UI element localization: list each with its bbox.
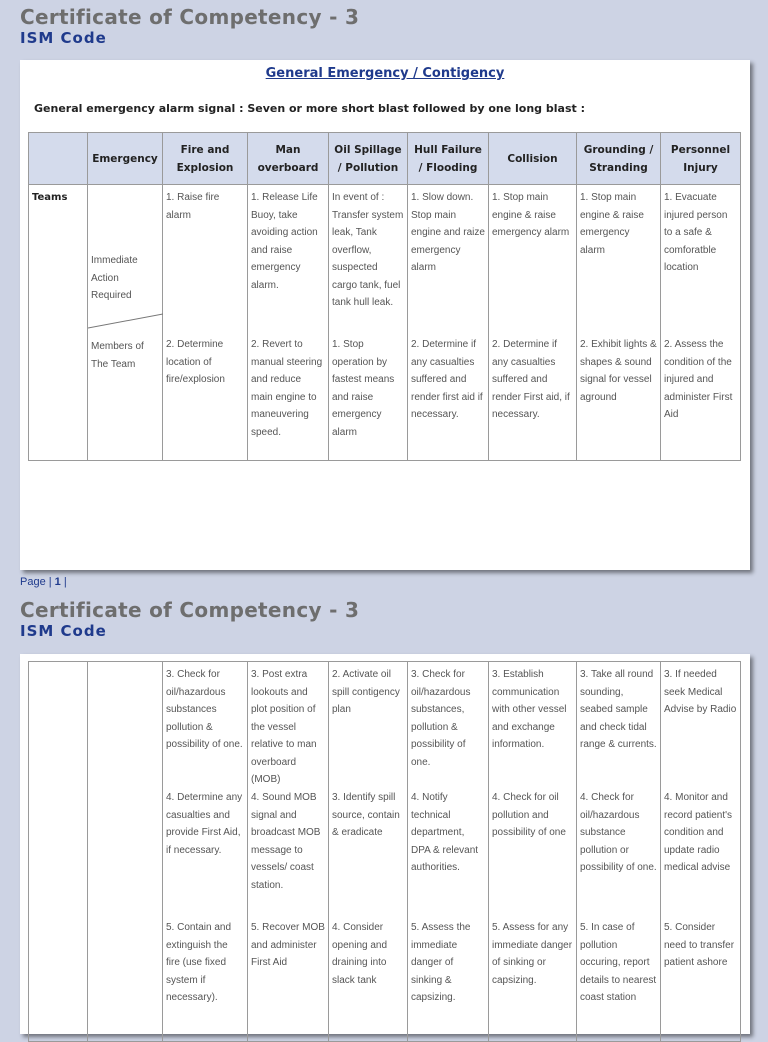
list-item: 4. Check for oil/hazardous substance pollution or possibility of one.	[580, 792, 657, 873]
header-emergency: Emergency	[88, 133, 163, 185]
list-item: 1. Stop operation by fastest means and raise emergency alarm	[332, 339, 395, 438]
list-item: 3. Take all round sounding, seabed sample and check tidal range & currents.	[580, 669, 657, 750]
document-subtitle: ISM Code	[20, 29, 107, 47]
diagonal-divider	[88, 185, 163, 461]
list-item: 4. Monitor and record patient's condition and update radio medical advise	[664, 792, 733, 873]
list-item: 5. Contain and extinguish the fire (use fixed system if necessary).	[166, 922, 232, 1003]
teams-cell-continued	[29, 662, 88, 1042]
injury-steps-1	[661, 185, 741, 461]
grounding-steps-2	[577, 662, 661, 1042]
table-row	[29, 185, 741, 461]
immediate-action-label: Immediate Action Required	[91, 255, 138, 301]
injury-steps-2	[661, 662, 741, 1042]
list-item: 1. Stop main engine & raise emergency alarm	[580, 192, 644, 256]
document-title-page-2: Certificate of Competency - 3	[20, 598, 360, 622]
list-item: 3. Post extra lookouts and plot position of the vessel relative to man overboard (MOB)	[251, 669, 317, 785]
page-number: 1	[54, 576, 61, 588]
fire-steps-2	[163, 662, 248, 1042]
section-title: General Emergency / Contigency	[265, 66, 505, 81]
hull-steps-2	[408, 662, 489, 1042]
list-item: 1. Release Life Buoy, take avoiding action and raise emergency alarm.	[251, 192, 318, 291]
list-item: 4. Determine any casualties and provide First Aid, if necessary.	[166, 792, 243, 856]
header-man-overboard: Man overboard	[248, 133, 329, 185]
members-of-team-label: Members of The Team	[91, 341, 144, 370]
list-item: 5. Assess the immediate danger of sinking & capsizing.	[411, 922, 471, 1003]
list-item: 2. Determine if any casualties suffered and render first aid if necessary.	[411, 339, 483, 420]
list-item: 3. Check for oil/hazardous substances pollution & possibility of one.	[166, 669, 243, 750]
document-subtitle-page-2: ISM Code	[20, 622, 107, 640]
page-2	[20, 654, 750, 1034]
document-title: Certificate of Competency - 3	[20, 5, 360, 29]
list-item: 5. Assess for any immediate danger of sinking or capsizing.	[492, 922, 573, 986]
page-label: Page |	[20, 576, 52, 588]
list-item: 5. Consider need to transfer patient ashore	[664, 922, 735, 968]
list-item: 3. Check for oil/hazardous substances, pollution & possibility of one.	[411, 669, 471, 768]
list-item: 2. Activate oil spill contigency plan	[332, 669, 400, 715]
list-item: 3. If needed seek Medical Advise by Radio	[664, 669, 737, 715]
list-item: 1. Evacuate injured person to a safe & comforatble location	[664, 192, 728, 273]
action-cell-continued	[88, 662, 163, 1042]
grounding-steps-1	[577, 185, 661, 461]
list-item: 1. Stop main engine & raise emergency alarm	[492, 192, 570, 238]
header-collision: Collision	[489, 133, 577, 185]
collision-steps-2	[489, 662, 577, 1042]
list-item: 2. Determine if any casualties suffered and render First aid, if necessary.	[492, 339, 570, 420]
oil-steps-1	[329, 185, 408, 461]
list-item: 3. Identify spill source, contain & eradicate	[332, 792, 400, 838]
list-item: 4. Notify technical department, DPA & relevant authorities.	[411, 792, 479, 873]
mob-steps-2	[248, 662, 329, 1042]
list-item: 4. Consider opening and draining into slack tank	[332, 922, 388, 986]
list-item: 2. Determine location of fire/explosion	[166, 339, 225, 385]
header-personnel-injury: Personnel Injury	[661, 133, 741, 185]
hull-steps-1	[408, 185, 489, 461]
list-item: 2. Revert to manual steering and reduce main engine to maneuvering speed.	[251, 339, 323, 438]
page-1	[20, 60, 750, 570]
list-item: 1. Raise fire alarm	[166, 192, 220, 221]
list-item: In event of : Transfer system leak, Tank overflow, suspected cargo tank, fuel tank hull leak.	[332, 192, 404, 308]
list-item: 5. In case of pollution occuring, report details to nearest coast station	[580, 922, 657, 1003]
page-suffix: |	[63, 576, 67, 588]
list-item: 1. Slow down. Stop main engine and raize emergency alarm	[411, 192, 485, 273]
header-fire-explosion: Fire and Explosion	[163, 133, 248, 185]
list-item: 3. Establish communication with other vessel and exchange information.	[492, 669, 567, 750]
action-members-cell	[88, 185, 163, 461]
table-header-row	[29, 133, 741, 185]
table-row	[29, 662, 741, 1042]
list-item: 4. Check for oil pollution and possibility of one	[492, 792, 566, 838]
list-item: 2. Exhibit lights & shapes & sound signal for vessel aground	[580, 339, 657, 403]
header-hull-failure: Hull Failure / Flooding	[408, 133, 489, 185]
emergency-table	[28, 132, 741, 461]
header-grounding: Grounding / Stranding	[577, 133, 661, 185]
page-footer	[20, 576, 67, 588]
list-item: 5. Recover MOB and administer First Aid	[251, 922, 325, 968]
fire-steps-1	[163, 185, 248, 461]
alarm-signal-text: General emergency alarm signal : Seven or more short blast followed by one long blast :	[34, 102, 585, 115]
list-item: 2. Assess the condition of the injured and administer First Aid	[664, 339, 733, 420]
teams-label: Teams	[29, 185, 88, 461]
mob-steps-1	[248, 185, 329, 461]
list-item: 4. Sound MOB signal and broadcast MOB message to vessels/ coast station.	[251, 792, 321, 891]
header-oil-spillage: Oil Spillage / Pollution	[329, 133, 408, 185]
emergency-table-continued	[28, 661, 741, 1042]
oil-steps-2	[329, 662, 408, 1042]
header-corner	[29, 133, 88, 185]
collision-steps-1	[489, 185, 577, 461]
